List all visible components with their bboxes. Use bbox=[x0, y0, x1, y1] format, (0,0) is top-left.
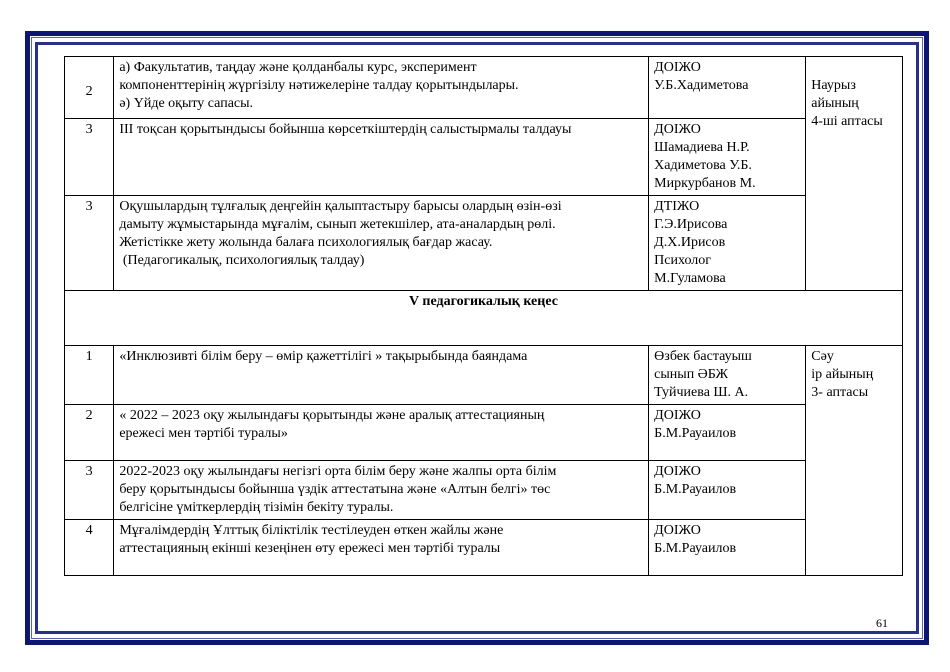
task-line: ережесі мен тәртібі туралы» bbox=[119, 426, 288, 441]
responsible-line: Б.М.Рауаилов bbox=[654, 541, 737, 556]
term-line: Наурыз bbox=[811, 78, 856, 93]
responsible-line: У.Б.Хадиметова bbox=[654, 78, 749, 93]
term-cell bbox=[806, 346, 903, 576]
table-row bbox=[65, 461, 903, 520]
task-line: Жетістікке жету жолында балаға психологиялық бағдар жасау. bbox=[119, 235, 493, 250]
task-line: дамыту жұмыстарында мұғалім, сынып жетекшілер, ата-аналардың рөлі. bbox=[119, 217, 556, 232]
task-line: 2022-2023 оқу жылындағы негізгі орта білім беру және жалпы орта білім bbox=[119, 464, 557, 479]
responsible-line: ДОІЖО bbox=[654, 408, 701, 423]
row-number: 3 bbox=[65, 461, 114, 520]
task-line: а) Факультатив, таңдау және қолданбалы курс, эксперимент bbox=[119, 60, 477, 75]
term-line: Сәу bbox=[811, 349, 834, 364]
table-row bbox=[65, 520, 903, 576]
table-row bbox=[65, 119, 903, 196]
responsible-cell bbox=[649, 57, 806, 119]
task-line: « 2022 – 2023 оқу жылындағы қорытынды және аралық аттестацияның bbox=[119, 408, 545, 423]
responsible-cell bbox=[649, 119, 806, 196]
responsible-line: Б.М.Рауаилов bbox=[654, 426, 737, 441]
task-line: (Педагогикалық, психологиялық талдау) bbox=[119, 253, 365, 268]
task-line: ә) Үйде оқыту сапасы. bbox=[119, 96, 254, 111]
responsible-cell bbox=[649, 520, 806, 576]
responsible-line: Д.Х.Ирисов bbox=[654, 235, 726, 250]
responsible-line: Миркурбанов М. bbox=[654, 176, 756, 191]
responsible-cell bbox=[649, 346, 806, 405]
row-number: 3 bbox=[65, 196, 114, 291]
task-cell bbox=[114, 57, 649, 119]
plan-table bbox=[64, 56, 903, 576]
responsible-line: ДОІЖО bbox=[654, 60, 701, 75]
responsible-line: Өзбек бастауыш bbox=[654, 349, 752, 364]
row-number: 2 bbox=[65, 405, 114, 461]
section-header-row bbox=[65, 291, 903, 346]
responsible-line: ДОІЖО bbox=[654, 464, 701, 479]
responsible-line: ДОІЖО bbox=[654, 523, 701, 538]
responsible-line: Б.М.Рауаилов bbox=[654, 482, 737, 497]
task-cell bbox=[114, 520, 649, 576]
task-line: белгісіне үміткерлердің тізімін бекіту туралы. bbox=[119, 500, 394, 515]
responsible-line: Шамадиева Н.Р. bbox=[654, 140, 750, 155]
task-line: Мұғалімдердің Ұлттық біліктілік тестілеуден өткен жайлы және bbox=[119, 523, 504, 538]
responsible-line: М.Гуламова bbox=[654, 271, 726, 286]
task-cell bbox=[114, 461, 649, 520]
responsible-line: ДТІЖО bbox=[654, 199, 700, 214]
row-number: 4 bbox=[65, 520, 114, 576]
responsible-line: Психолог bbox=[654, 253, 711, 268]
task-cell bbox=[114, 405, 649, 461]
task-line: аттестацияның екінші кезеңінен өту ережесі мен тәртібі туралы bbox=[119, 541, 501, 556]
page-number: 61 bbox=[876, 616, 888, 630]
task-line: Оқушылардың тұлғалық деңгейін қалыптастыру барысы олардың өзін-өзі bbox=[119, 199, 562, 214]
task-line: «Инклюзивті білім беру – өмір қажеттілігі » тақырыбында баяндама bbox=[119, 349, 528, 364]
responsible-cell bbox=[649, 196, 806, 291]
table-row bbox=[65, 405, 903, 461]
responsible-line: Хадиметова У.Б. bbox=[654, 158, 752, 173]
row-number: 3 bbox=[65, 119, 114, 196]
term-line: айының bbox=[811, 96, 859, 111]
table-row bbox=[65, 346, 903, 405]
task-line: ІІІ тоқсан қорытындысы бойынша көрсеткіштердің салыстырмалы талдауы bbox=[119, 122, 572, 137]
responsible-cell bbox=[649, 405, 806, 461]
task-cell bbox=[114, 346, 649, 405]
term-line: ір айының bbox=[811, 367, 874, 382]
table-row bbox=[65, 196, 903, 291]
table-row bbox=[65, 57, 903, 119]
responsible-cell bbox=[649, 461, 806, 520]
responsible-line: Г.Э.Ирисова bbox=[654, 217, 728, 232]
task-cell bbox=[114, 196, 649, 291]
responsible-line: Туйчиева Ш. А. bbox=[654, 385, 749, 400]
task-line: беру қорытындысы бойынша үздік аттестатына және «Алтын белгі» төс bbox=[119, 482, 551, 497]
term-cell bbox=[806, 57, 903, 291]
term-line: 3- аптасы bbox=[811, 385, 869, 400]
task-cell bbox=[114, 119, 649, 196]
section-title: V педагогикалық кеңес bbox=[65, 291, 903, 346]
responsible-line: сынып ӘБЖ bbox=[654, 367, 729, 382]
term-line: 4-ші аптасы bbox=[811, 114, 883, 129]
task-line: компоненттерінің жүргізілу нәтижелеріне талдау қорытындылары. bbox=[119, 78, 519, 93]
responsible-line: ДОІЖО bbox=[654, 122, 701, 137]
row-number: 2 bbox=[65, 57, 114, 119]
row-number: 1 bbox=[65, 346, 114, 405]
